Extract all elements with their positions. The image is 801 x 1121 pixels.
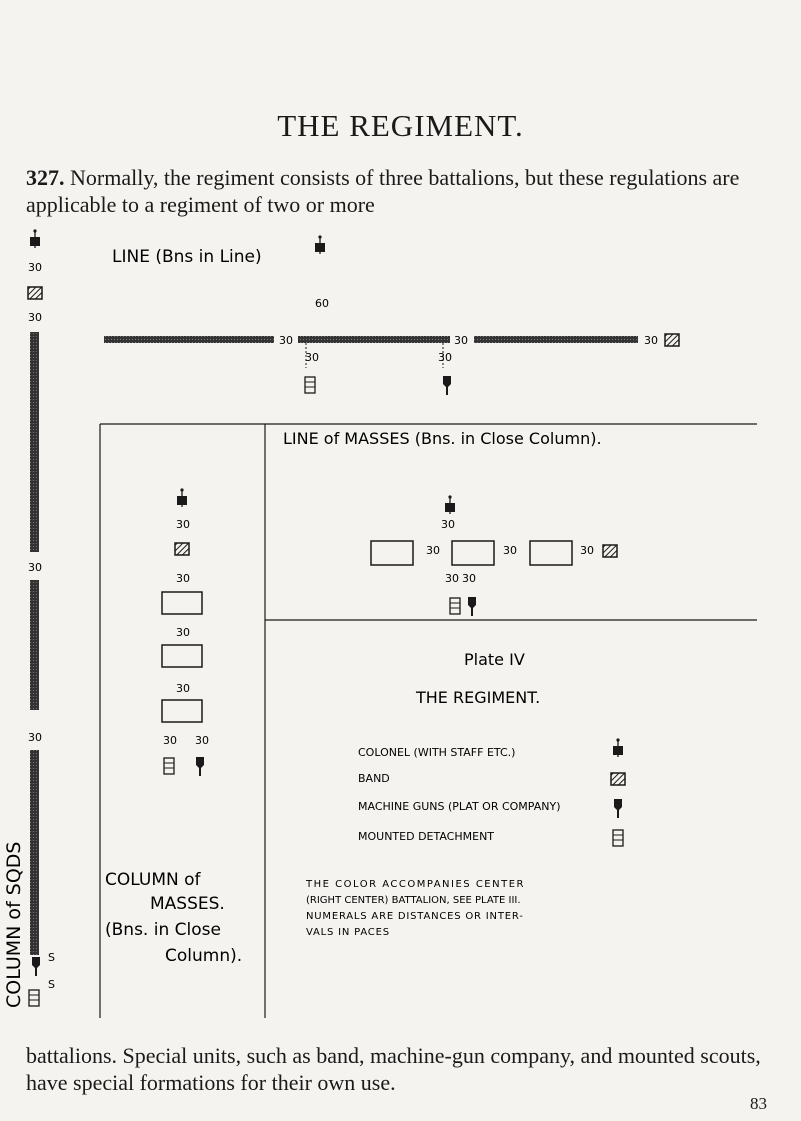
legend-mounted-label: MOUNTED DETACHMENT [358, 830, 495, 843]
column-title-a: COLUMN of [105, 870, 201, 890]
band-icon [28, 287, 42, 299]
masses-interval-1: 30 [426, 544, 440, 557]
machine-gun-icon [468, 597, 476, 616]
battalion-2-squads [30, 580, 39, 710]
mounted-detachment-icon [305, 377, 315, 393]
masses-interval-3: 30 [580, 544, 594, 557]
colmass-distance-2: 30 [176, 572, 190, 585]
note-line-4: VALS IN PACES [306, 927, 390, 938]
legend-colonel-label: COLONEL (WITH STAFF ETC.) [358, 746, 516, 759]
column-title-b: MASSES. [150, 894, 225, 914]
colmass-distance-1: 30 [176, 518, 190, 531]
legend-mg-label: MACHINE GUNS (PLAT OR COMPANY) [358, 800, 561, 813]
column-of-squads-label: COLUMN of SQDS [3, 841, 25, 1008]
colonel-flag-icon [177, 488, 187, 507]
line-distance-a: 30 [305, 351, 319, 364]
battalion-2-mass [452, 541, 494, 565]
masses-distance-a: 30 [445, 572, 459, 585]
continuation-paragraph: battalions. Special units, such as band, machine-gun company, and mounted scouts, have special formations for their own use. [26, 1043, 761, 1095]
legend-band-label: BAND [358, 772, 390, 785]
machine-gun-icon [614, 799, 622, 818]
paragraph-number: 327. [26, 165, 65, 190]
battalion-2-line [298, 336, 450, 343]
colmass-distance-b: 30 [195, 734, 209, 747]
battalion-3-squads [30, 750, 39, 955]
column-title-d: Column). [165, 946, 243, 966]
plate-label: Plate IV [464, 650, 525, 669]
paragraph-text: Normally, the regiment consists of three battalions, but these regulations are applicable to a regiment of two or more [26, 165, 740, 217]
battalion-3-mass [530, 541, 572, 565]
page-number: 83 [750, 1094, 767, 1113]
battalion-1-line [104, 336, 274, 343]
battalion-1-column-mass [162, 592, 202, 614]
note-line-3: NUMERALS ARE DISTANCES OR INTER- [306, 911, 524, 922]
battalion-2-column-mass [162, 645, 202, 667]
note-line-1: THE COLOR ACCOMPANIES CENTER [306, 879, 525, 890]
mounted-detachment-icon [613, 830, 623, 846]
colmass-distance-3: 30 [176, 626, 190, 639]
machine-gun-icon [196, 757, 204, 776]
band-icon [611, 773, 625, 785]
masses-distance-top: 30 [441, 518, 455, 531]
colonel-flag-icon [613, 738, 623, 757]
note-line-2: (RIGHT CENTER) BATTALION, SEE PLATE III. [306, 895, 521, 906]
band-icon [603, 545, 617, 557]
col-sqds-distance-2: 30 [28, 311, 42, 324]
colmass-distance-a: 30 [163, 734, 177, 747]
line-interval-1: 30 [279, 334, 293, 347]
battalion-3-line [474, 336, 638, 343]
column-title-c: (Bns. in Close [105, 920, 221, 940]
masses-interval-2: 30 [503, 544, 517, 557]
masses-distance-b: 30 [462, 572, 476, 585]
colonel-flag-icon [315, 235, 325, 254]
line-interval-top: 60 [315, 297, 329, 310]
line-interval-3: 30 [644, 334, 658, 347]
plate-title: THE REGIMENT. [416, 688, 541, 707]
band-icon [665, 334, 679, 346]
battalion-3-column-mass [162, 700, 202, 722]
svg-text:S: S [48, 978, 55, 991]
colonel-flag-icon [30, 229, 40, 248]
col-sqds-distance-3: 30 [28, 561, 42, 574]
band-icon [175, 543, 189, 555]
battalion-1-squads [30, 332, 39, 552]
page-heading: THE REGIMENT. [277, 108, 524, 143]
colonel-flag-icon [445, 495, 455, 514]
colmass-distance-4: 30 [176, 682, 190, 695]
battalion-1-mass [371, 541, 413, 565]
machine-gun-icon [443, 376, 451, 395]
machine-gun-icon [32, 957, 40, 976]
masses-title: LINE of MASSES (Bns. in Close Column). [283, 429, 602, 448]
svg-text:S: S [48, 951, 55, 964]
line-distance-b: 30 [438, 351, 452, 364]
mounted-detachment-icon [450, 598, 460, 614]
line-interval-2: 30 [454, 334, 468, 347]
mounted-detachment-icon [29, 990, 39, 1006]
mounted-detachment-icon [164, 758, 174, 774]
col-sqds-distance-4: 30 [28, 731, 42, 744]
line-title: LINE (Bns in Line) [112, 247, 262, 267]
col-sqds-distance-1: 30 [28, 261, 42, 274]
